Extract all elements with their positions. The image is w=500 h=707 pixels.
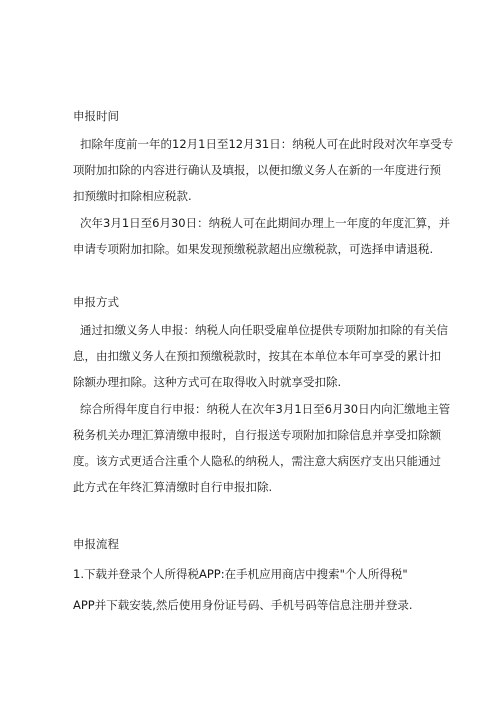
paragraph-line: 税务机关办理汇算清缴申报时，自行报送专项附加扣除信息并享受扣除额 — [73, 428, 441, 442]
paragraph-line: 综合所得年度自行申报：纳税人在次年3月1日至6月30日内向汇缴地主管 — [80, 402, 451, 416]
paragraph-line: 此方式在年终汇算清缴时自行申报扣除. — [73, 480, 273, 494]
section-heading-process: 申报流程 — [73, 537, 119, 551]
paragraph-line: 次年3月1日至6月30日：纳税人可在此期间办理上一年度的年度汇算，并 — [80, 216, 451, 230]
paragraph-line: 度。该方式更适合注重个人隐私的纳税人，需注意大病医疗支出只能通过 — [73, 454, 441, 468]
paragraph-line: 1.下载并登录个人所得税APP:在手机应用商店中搜索"个人所得税" — [73, 567, 408, 581]
section-heading-time: 申报时间 — [73, 109, 119, 123]
section-heading-method: 申报方式 — [73, 295, 119, 309]
paragraph-line: 申请专项附加扣除。如果发现预缴税款超出应缴税款，可选择申请退税. — [73, 242, 434, 256]
paragraph-line: APP并下载安装,然后使用身份证号码、手机号码等信息注册并登录. — [73, 598, 413, 612]
paragraph-line: 通过扣缴义务人申报：纳税人向任职受雇单位提供专项附加扣除的有关信 — [80, 323, 448, 337]
paragraph-line: 项附加扣除的内容进行确认及填报，以便扣缴义务人在新的一年度进行预 — [73, 163, 441, 177]
paragraph-line: 除额办理扣除。这种方式可在取得收入时就享受扣除. — [73, 375, 342, 389]
paragraph-line: 扣除年度前一年的12月1日至12月31日：纳税人可在此时段对次年享受专 — [80, 137, 454, 151]
paragraph-line: 扣预缴时扣除相应税款. — [73, 189, 192, 203]
paragraph-line: 息，由扣缴义务人在预扣预缴税款时，按其在本单位本年可享受的累计扣 — [73, 349, 441, 363]
